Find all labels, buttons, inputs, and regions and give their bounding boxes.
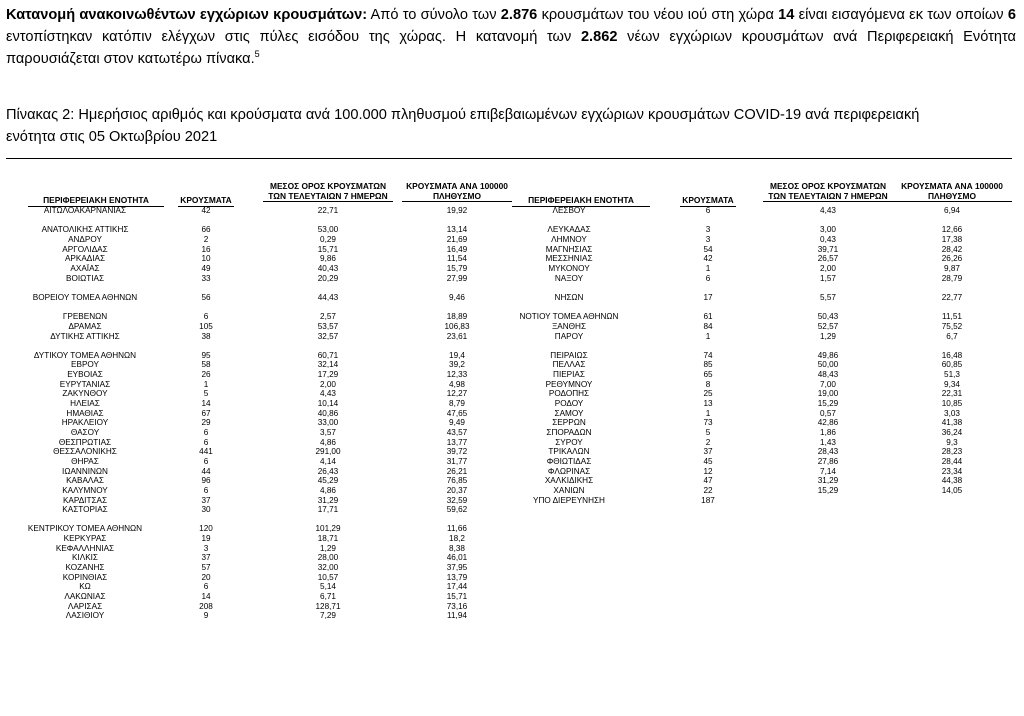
- avg-cell: 5,57: [820, 292, 836, 302]
- cases-cell: 66: [201, 225, 211, 235]
- per100k-cell: 18,2: [449, 534, 465, 544]
- per100k-cell: 23,61: [446, 331, 468, 341]
- per100k-cell: 26,26: [941, 254, 963, 264]
- avg-cell: 27,86: [817, 456, 839, 466]
- per100k-cell: 9,46: [449, 292, 465, 302]
- region-cell: ΡΟΔΟΠΗΣ: [548, 389, 590, 399]
- cases-cell: 6: [203, 428, 209, 437]
- per100k-cell: 76,85: [446, 476, 468, 486]
- avg-cell: 31,29: [817, 476, 839, 486]
- table-caption-line2: ενότητα στις 05 Οκτωβρίου 2021: [6, 129, 218, 145]
- avg-cell: 50,43: [817, 312, 839, 322]
- per100k-cell: 11,94: [447, 611, 467, 621]
- cases-cell: 105: [199, 321, 213, 331]
- avg-cell: 17,71: [317, 505, 339, 515]
- cases-cell: 5: [705, 428, 711, 437]
- avg-cell: 39,71: [817, 244, 839, 254]
- avg-cell: 3,57: [320, 428, 336, 437]
- header-per100k-line1: ΚΡΟΥΣΜΑΤΑ ΑΝΑ 100000: [406, 181, 508, 191]
- per100k-cell: 4,98: [449, 379, 465, 389]
- avg-cell: 1,29: [320, 543, 336, 553]
- region-cell: ΠΙΕΡΙΑΣ: [553, 370, 585, 380]
- header-avg-line2: ΤΩΝ ΤΕΛΕΥΤΑΙΩΝ 7 ΗΜΕΡΩΝ: [268, 190, 388, 201]
- cases-cell: 22: [703, 485, 713, 495]
- avg-cell: 31,29: [317, 495, 339, 505]
- cases-cell: 187: [701, 495, 715, 505]
- per100k-cell: 11,66: [447, 524, 467, 534]
- region-cell: ΛΑΡΙΣΑΣ: [67, 601, 103, 611]
- region-cell: ΗΛΕΙΑΣ: [70, 399, 100, 408]
- avg-cell: 101,29: [315, 524, 341, 534]
- cases-cell: 54: [703, 244, 713, 254]
- per100k-cell: 43,57: [446, 428, 468, 437]
- per100k-cell: 23,34: [941, 466, 963, 476]
- cases-cell: 1: [705, 263, 711, 273]
- per100k-cell: 59,62: [446, 505, 468, 515]
- region-cell: ΞΑΝΘΗΣ: [551, 321, 587, 331]
- per100k-cell: 3,03: [944, 408, 960, 418]
- region-cell: ΒΟΙΩΤΙΑΣ: [65, 273, 105, 283]
- avg-cell: 7,00: [820, 379, 836, 389]
- header-per100k-right-line1: ΚΡΟΥΣΜΑΤΑ ΑΝΑ 100000: [901, 181, 1003, 191]
- per100k-cell: 16,48: [941, 350, 963, 360]
- per100k-cell: 11,51: [942, 312, 962, 322]
- avg-cell: 53,57: [317, 321, 339, 331]
- intro-imported: 14: [778, 7, 795, 23]
- avg-cell: 48,43: [817, 370, 839, 380]
- region-cell: ΚΑΛΥΜΝΟΥ: [62, 485, 108, 495]
- region-cell: ΑΧΑΪΑΣ: [70, 263, 100, 273]
- avg-cell: 20,29: [317, 273, 339, 283]
- cases-cell: 6: [705, 273, 711, 283]
- region-cell: ΤΡΙΚΑΛΩΝ: [548, 447, 590, 457]
- avg-cell: 4,43: [320, 389, 336, 399]
- cases-cell: 33: [201, 273, 211, 283]
- cases-cell: 85: [703, 360, 713, 370]
- region-cell: ΚΟΖΑΝΗΣ: [65, 563, 105, 572]
- cases-cell: 96: [201, 476, 211, 486]
- region-cell: ΣΕΡΡΩΝ: [552, 418, 586, 428]
- avg-cell: 1,86: [820, 428, 836, 437]
- per100k-cell: 39,2: [449, 360, 465, 370]
- per100k-cell: 32,59: [446, 495, 468, 505]
- region-cell: ΛΑΚΩΝΙΑΣ: [64, 592, 106, 601]
- cases-cell: 47: [703, 476, 713, 486]
- per100k-cell: 73,16: [446, 601, 468, 611]
- region-cell: ΕΥΒΟΙΑΣ: [67, 370, 103, 380]
- region-cell: ΑΡΓΟΛΙΔΑΣ: [62, 244, 108, 254]
- region-cell: ΚΩ: [79, 582, 91, 592]
- table-caption: [6, 104, 1016, 148]
- per100k-cell: 37,95: [446, 563, 468, 572]
- region-cell: ΧΑΛΚΙΔΙΚΗΣ: [544, 476, 594, 486]
- per100k-cell: 28,79: [941, 273, 963, 283]
- region-cell: ΜΕΣΣΗΝΙΑΣ: [545, 254, 593, 264]
- region-cell: ΔΥΤΙΚΗΣ ΑΤΤΙΚΗΣ: [50, 331, 120, 341]
- intro-text-4: εντοπίστηκαν κατόπιν ελέγχων στις πύλες εισόδου της χώρας. Η κατανομή των: [6, 29, 581, 45]
- region-cell: ΚΟΡΙΝΘΙΑΣ: [62, 572, 108, 582]
- cases-cell: 1: [203, 379, 209, 389]
- per100k-cell: 15,71: [446, 592, 468, 601]
- header-avg-line1: ΜΕΣΟΣ ΟΡΟΣ ΚΡΟΥΣΜΑΤΩΝ: [269, 181, 386, 191]
- cases-cell: 3: [705, 234, 711, 244]
- avg-cell: 4,14: [320, 456, 336, 466]
- cases-cell: 37: [201, 553, 211, 563]
- table-caption-line1: Πίνακας 2: Ημερήσιος αριθμός και κρούσματα ανά 100.000 πληθυσμού επιβεβαιωμένων εγχώριων κρουσμάτων COVID-19 ανά περιφερειακή: [6, 107, 920, 123]
- per100k-cell: 39,72: [446, 447, 468, 457]
- cases-cell: 14: [201, 399, 211, 408]
- avg-cell: 40,86: [317, 408, 339, 418]
- avg-cell: 128,71: [315, 601, 341, 611]
- region-cell: ΚΑΡΔΙΤΣΑΣ: [62, 495, 108, 505]
- cases-cell: 61: [703, 312, 713, 322]
- region-cell: ΣΥΡΟΥ: [555, 437, 583, 447]
- per100k-cell: 6,94: [944, 206, 960, 215]
- avg-cell: 19,00: [817, 389, 839, 399]
- avg-cell: 60,71: [317, 350, 339, 360]
- per100k-cell: 9,87: [944, 263, 960, 273]
- intro-domestic: 2.862: [580, 29, 618, 45]
- region-cell: ΜΥΚΟΝΟΥ: [548, 263, 590, 273]
- intro-lead: Κατανομή ανακοινωθέντων εγχώριων κρουσμάτων: [6, 7, 363, 23]
- cases-cell: 37: [201, 495, 211, 505]
- per100k-cell: 12,27: [446, 389, 468, 399]
- region-cell: ΚΕΦΑΛΛΗΝΙΑΣ: [55, 543, 115, 553]
- region-cell: ΑΝΑΤΟΛΙΚΗΣ ΑΤΤΙΚΗΣ: [41, 225, 129, 235]
- per100k-cell: 11,54: [447, 254, 467, 264]
- avg-cell: 28,00: [317, 553, 339, 563]
- per100k-cell: 15,79: [446, 263, 468, 273]
- avg-cell: 0,43: [820, 234, 836, 244]
- cases-cell: 25: [703, 389, 713, 399]
- region-cell: ΑΙΤΩΛΟΑΚΑΡΝΑΝΙΑΣ: [43, 206, 127, 215]
- cases-cell: 17: [703, 292, 713, 302]
- cases-cell: 10: [201, 254, 211, 264]
- cases-cell: 74: [703, 350, 713, 360]
- intro-text-2: κρουσμάτων του νέου ιού στη χώρα: [537, 7, 779, 23]
- per100k-cell: 106,83: [444, 321, 470, 331]
- header-avg: [263, 182, 393, 202]
- per100k-cell: 19,92: [446, 206, 468, 215]
- header-cases-right: ΚΡΟΥΣΜΑΤΑ: [680, 196, 736, 207]
- per100k-cell: 9,49: [449, 418, 465, 428]
- cases-cell: 13: [703, 399, 713, 408]
- per100k-cell: 8,79: [449, 399, 465, 408]
- avg-cell: 0,57: [820, 408, 836, 418]
- cases-cell: 56: [201, 292, 211, 302]
- per100k-cell: 8,38: [449, 543, 465, 553]
- region-cell: ΖΑΚΥΝΘΟΥ: [62, 389, 108, 399]
- header-region: ΠΕΡΙΦΕΡΕΙΑΚΗ ΕΝΟΤΗΤΑ: [28, 196, 164, 207]
- region-cell: ΛΗΜΝΟΥ: [551, 234, 587, 244]
- region-cell: ΙΩΑΝΝΙΝΩΝ: [62, 466, 108, 476]
- region-cell: ΘΑΣΟΥ: [70, 428, 100, 437]
- divider-rule: [6, 158, 1012, 159]
- header-per100k: [402, 182, 512, 202]
- header-per100k-right: [892, 182, 1012, 202]
- region-cell: ΚΑΒΑΛΑΣ: [66, 476, 104, 486]
- cases-cell: 208: [199, 601, 213, 611]
- avg-cell: 52,57: [817, 321, 839, 331]
- cases-cell: 441: [199, 447, 213, 457]
- region-cell: ΠΕΛΛΑΣ: [552, 360, 586, 370]
- per100k-cell: 18,89: [446, 312, 468, 322]
- avg-cell: 3,00: [820, 225, 836, 235]
- cases-cell: 8: [705, 379, 711, 389]
- per100k-cell: 6,7: [946, 331, 958, 341]
- avg-cell: 5,14: [320, 582, 336, 592]
- avg-cell: 32,14: [317, 360, 339, 370]
- region-cell: ΕΒΡΟΥ: [71, 360, 99, 370]
- per100k-cell: 12,33: [446, 370, 468, 380]
- region-cell: ΚΕΝΤΡΙΚΟΥ ΤΟΜΕΑ ΑΘΗΝΩΝ: [27, 524, 143, 534]
- cases-cell: 65: [703, 370, 713, 380]
- cases-cell: 6: [705, 206, 711, 215]
- cases-cell: 3: [705, 225, 711, 235]
- avg-cell: 18,71: [317, 534, 339, 544]
- region-cell: ΜΑΓΝΗΣΙΑΣ: [545, 244, 593, 254]
- cases-cell: 84: [703, 321, 713, 331]
- region-cell: ΛΕΣΒΟΥ: [552, 206, 586, 215]
- avg-cell: 53,00: [317, 225, 339, 235]
- avg-cell: 15,71: [317, 244, 339, 254]
- per100k-cell: 22,77: [941, 292, 963, 302]
- region-cell: ΗΡΑΚΛΕΙΟΥ: [61, 418, 109, 428]
- avg-cell: 10,14: [317, 399, 339, 408]
- cases-cell: 12: [703, 466, 713, 476]
- region-cell: ΗΜΑΘΙΑΣ: [66, 408, 104, 418]
- cases-cell: 29: [201, 418, 211, 428]
- cases-cell: 38: [201, 331, 211, 341]
- per100k-cell: 22,31: [941, 389, 963, 399]
- avg-cell: 9,86: [320, 254, 336, 264]
- per100k-cell: 27,99: [446, 273, 468, 283]
- cases-cell: 37: [703, 447, 713, 457]
- avg-cell: 1,29: [820, 331, 836, 341]
- avg-cell: 44,43: [317, 292, 339, 302]
- region-cell: ΔΥΤΙΚΟΥ ΤΟΜΕΑ ΑΘΗΝΩΝ: [33, 350, 137, 360]
- avg-cell: 1,43: [820, 437, 836, 447]
- region-cell: ΚΙΛΚΙΣ: [71, 553, 98, 563]
- region-cell: ΝΗΣΩΝ: [554, 292, 584, 302]
- cases-cell: 5: [203, 389, 209, 399]
- cases-cell: 2: [203, 234, 209, 244]
- intro-lead-colon: :: [362, 7, 368, 23]
- cases-cell: 6: [203, 456, 209, 466]
- per100k-cell: 13,77: [446, 437, 468, 447]
- avg-cell: 26,43: [317, 466, 339, 476]
- per100k-cell: 46,01: [446, 553, 468, 563]
- avg-cell: 40,43: [317, 263, 339, 273]
- avg-cell: 291,00: [315, 447, 341, 457]
- per100k-cell: 16,49: [446, 244, 468, 254]
- per100k-cell: 10,85: [941, 399, 963, 408]
- per100k-cell: 28,23: [941, 447, 963, 457]
- avg-cell: 7,14: [820, 466, 836, 476]
- cases-cell: 6: [203, 485, 209, 495]
- avg-cell: 6,71: [320, 592, 336, 601]
- cases-cell: 44: [201, 466, 211, 476]
- cases-cell: 1: [705, 408, 711, 418]
- avg-cell: 49,86: [817, 350, 839, 360]
- avg-cell: 32,00: [317, 563, 339, 572]
- per100k-cell: 20,37: [446, 485, 468, 495]
- avg-cell: 0,29: [320, 234, 336, 244]
- avg-cell: 26,57: [817, 254, 839, 264]
- region-cell: ΝΟΤΙΟΥ ΤΟΜΕΑ ΑΘΗΝΩΝ: [519, 312, 619, 322]
- header-avg-right: [763, 182, 893, 202]
- cases-cell: 57: [201, 563, 211, 572]
- per100k-cell: 17,38: [941, 234, 963, 244]
- per100k-cell: 44,38: [941, 476, 963, 486]
- cases-cell: 45: [703, 456, 713, 466]
- intro-total: 2.876: [500, 7, 538, 23]
- region-cell: ΣΑΜΟΥ: [554, 408, 584, 418]
- cases-cell: 1: [705, 331, 711, 341]
- per100k-cell: 47,65: [446, 408, 468, 418]
- header-avg-right-line2: ΤΩΝ ΤΕΛΕΥΤΑΙΩΝ 7 ΗΜΕΡΩΝ: [768, 190, 888, 201]
- per100k-cell: 26,21: [446, 466, 468, 476]
- region-cell: ΛΕΥΚΑΔΑΣ: [547, 225, 591, 235]
- cases-cell: 9: [203, 611, 209, 621]
- cases-cell: 6: [203, 312, 209, 322]
- region-cell: ΘΗΡΑΣ: [71, 456, 99, 466]
- per100k-cell: 75,52: [941, 321, 963, 331]
- avg-cell: 7,29: [320, 611, 336, 621]
- per100k-cell: 19,4: [449, 350, 465, 360]
- avg-cell: 15,29: [817, 399, 839, 408]
- cases-cell: 6: [203, 582, 209, 592]
- region-cell: ΑΝΔΡΟΥ: [68, 234, 102, 244]
- region-cell: ΣΠΟΡΑΔΩΝ: [546, 428, 592, 437]
- region-cell: ΥΠΟ ΔΙΕΡΕΥΝΗΣΗ: [533, 495, 605, 505]
- cases-cell: 120: [199, 524, 213, 534]
- per100k-cell: 41,38: [941, 418, 963, 428]
- cases-cell: 30: [201, 505, 211, 515]
- per100k-cell: 17,44: [446, 582, 468, 592]
- per100k-cell: 9,3: [946, 437, 958, 447]
- per100k-cell: 31,77: [446, 456, 468, 466]
- cases-cell: 3: [203, 543, 209, 553]
- avg-cell: 4,86: [320, 485, 336, 495]
- avg-cell: 17,29: [317, 370, 339, 380]
- avg-cell: 33,00: [317, 418, 339, 428]
- intro-text-3: είναι εισαγόμενα εκ των οποίων: [794, 7, 1008, 23]
- avg-cell: 42,86: [817, 418, 839, 428]
- per100k-cell: 51,3: [944, 370, 960, 380]
- region-cell: ΔΡΑΜΑΣ: [68, 321, 102, 331]
- cases-cell: 2: [705, 437, 711, 447]
- intro-paragraph: [6, 4, 1016, 70]
- header-avg-right-line1: ΜΕΣΟΣ ΟΡΟΣ ΚΡΟΥΣΜΑΤΩΝ: [769, 181, 886, 191]
- header-per100k-line2: ΠΛΗΘΥΣΜΟ: [432, 190, 482, 201]
- avg-cell: 2,00: [320, 379, 336, 389]
- avg-cell: 2,00: [820, 263, 836, 273]
- intro-text-5: νέων εγχώριων κρουσμάτων ανά Περιφερειακή Ενότητα παρουσιάζεται στον κατωτέρω πίνακα.: [6, 29, 1016, 67]
- avg-cell: 2,57: [320, 312, 336, 322]
- cases-cell: 19: [201, 534, 211, 544]
- avg-cell: 4,43: [820, 206, 836, 215]
- cases-cell: 95: [201, 350, 211, 360]
- region-cell: ΕΥΡΥΤΑΝΙΑΣ: [59, 379, 111, 389]
- region-cell: ΧΑΝΙΩΝ: [553, 485, 585, 495]
- region-cell: ΦΘΙΩΤΙΔΑΣ: [546, 456, 592, 466]
- avg-cell: 15,29: [817, 485, 839, 495]
- region-cell: ΓΡΕΒΕΝΩΝ: [62, 312, 108, 322]
- per100k-cell: 28,44: [941, 456, 963, 466]
- region-cell: ΛΑΣΙΘΙΟΥ: [65, 611, 105, 621]
- intro-text-1: Από το σύνολο των: [367, 7, 501, 23]
- cases-cell: 14: [201, 592, 211, 601]
- cases-cell: 20: [201, 572, 211, 582]
- per100k-cell: 60,85: [941, 360, 963, 370]
- header-region-right: ΠΕΡΙΦΕΡΕΙΑΚΗ ΕΝΟΤΗΤΑ: [512, 196, 650, 207]
- region-cell: ΑΡΚΑΔΙΑΣ: [64, 254, 106, 264]
- cases-cell: 58: [201, 360, 211, 370]
- per100k-cell: 28,42: [941, 244, 963, 254]
- region-cell: ΡΕΘΥΜΝΟΥ: [545, 379, 593, 389]
- region-cell: ΠΕΙΡΑΙΩΣ: [550, 350, 588, 360]
- per100k-cell: 14,05: [941, 485, 963, 495]
- cases-cell: 73: [703, 418, 713, 428]
- avg-cell: 1,57: [820, 273, 836, 283]
- cases-cell: 49: [201, 263, 211, 273]
- per100k-cell: 21,69: [446, 234, 468, 244]
- region-cell: ΝΑΞΟΥ: [554, 273, 584, 283]
- cases-cell: 6: [203, 437, 209, 447]
- region-cell: ΠΑΡΟΥ: [554, 331, 584, 341]
- header-per100k-right-line2: ΠΛΗΘΥΣΜΟ: [927, 190, 977, 201]
- avg-cell: 22,71: [317, 206, 339, 215]
- cases-cell: 42: [703, 254, 713, 264]
- avg-cell: 50,00: [817, 360, 839, 370]
- region-cell: ΡΟΔΟΥ: [554, 399, 584, 408]
- region-cell: ΘΕΣΠΡΩΤΙΑΣ: [58, 437, 112, 447]
- cases-cell: 16: [201, 244, 211, 254]
- per100k-cell: 13,14: [446, 225, 468, 235]
- region-cell: ΒΟΡΕΙΟΥ ΤΟΜΕΑ ΑΘΗΝΩΝ: [32, 292, 138, 302]
- per100k-cell: 9,34: [944, 379, 960, 389]
- avg-cell: 10,57: [317, 572, 339, 582]
- cases-cell: 26: [201, 370, 211, 380]
- cases-cell: 42: [201, 206, 211, 215]
- avg-cell: 4,86: [320, 437, 336, 447]
- per100k-cell: 36,24: [941, 428, 963, 437]
- region-cell: ΚΕΡΚΥΡΑΣ: [63, 534, 107, 544]
- header-cases: ΚΡΟΥΣΜΑΤΑ: [178, 196, 234, 207]
- avg-cell: 45,29: [317, 476, 339, 486]
- per100k-cell: 13,79: [446, 572, 468, 582]
- cases-cell: 67: [201, 408, 211, 418]
- avg-cell: 32,57: [317, 331, 339, 341]
- region-cell: ΘΕΣΣΑΛΟΝΙΚΗΣ: [53, 447, 117, 457]
- per100k-cell: 12,66: [941, 225, 963, 235]
- intro-footnote: 5: [254, 49, 260, 59]
- intro-border-checks: 6: [1007, 7, 1016, 23]
- region-cell: ΦΛΩΡΙΝΑΣ: [547, 466, 591, 476]
- avg-cell: 28,43: [817, 447, 839, 457]
- region-cell: ΚΑΣΤΟΡΙΑΣ: [62, 505, 108, 515]
